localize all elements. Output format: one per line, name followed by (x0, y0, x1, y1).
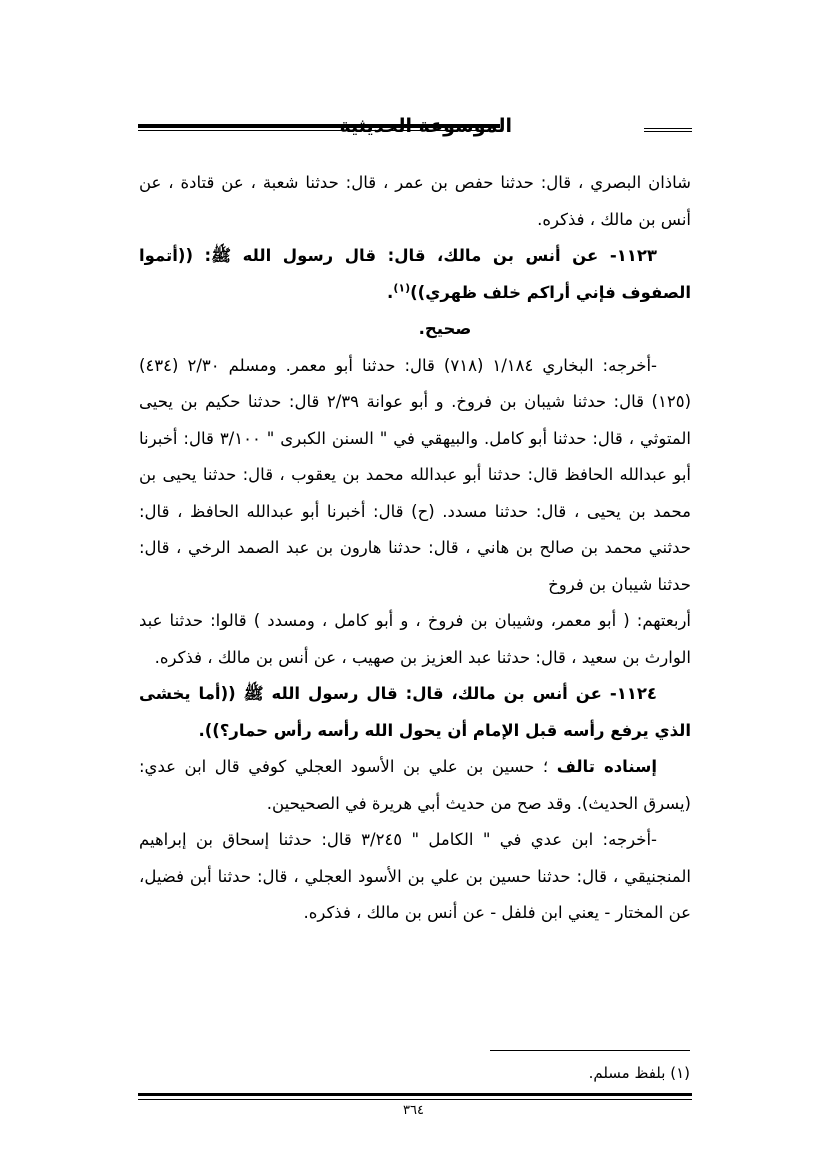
paragraph-continuation: شاذان البصري ، قال: حدثنا حفص بن عمر ، قال: حدثنا شعبة ، عن قتادة ، عن أنس بن مالك ، فذكره. (139, 173, 691, 229)
hadith-1124: ١١٢٤- عن أنس بن مالك، قال: قال رسول الله ﷺ ((أما يخشى الذي يرفع رأسه قبل الإمام أن يحول الله رأسه رأس حمار؟)). (139, 684, 691, 740)
footnote-separator (490, 1050, 690, 1051)
footnote-ref: (١) (393, 281, 411, 294)
hadith-1123-end: . (387, 282, 394, 302)
running-header (138, 113, 692, 143)
takhrij-1123: -أخرجه: البخاري ١/١٨٤ (٧١٨) قال: حدثنا أبو معمر. ومسلم ٢/٣٠ (٤٣٤) (١٢٥) قال: حدثنا شيبان بن فروخ. و أبو عوانة ٢/٣٩ قال: حدثنا حكيم بن يحيى المتوثي ، قال: حدثنا أبو كامل. والبيهقي في " السنن الكبرى " ٣/١٠٠ قال: أخبرنا أبو عبدالله الحافظ قال: حدثنا أبو عبدالله محمد بن يعقوب ، قال: حدثنا يحيى بن محمد بن يحيى ، قال: حدثنا مسدد. (ح) قال: أخبرنا أبو عبدالله الحافظ ، قال: حدثني محمد بن صالح بن هاني ، قال: حدثنا هارون بن عبد الصمد الرخي ، قال: حدثنا شيبان بن فروخ (139, 355, 692, 594)
footer-rule (138, 1093, 692, 1100)
grading-1123: صحيح. (418, 319, 472, 338)
hadith-1123 (139, 238, 691, 311)
grading-1124-label: إسناده تالف (556, 757, 657, 776)
page-number: ٣٦٤ (403, 1103, 424, 1118)
page-body (139, 165, 691, 932)
header-rule-right (644, 128, 692, 132)
grading-1124 (139, 749, 691, 822)
takhrij-1123-summary: أربعتهم: ( أبو معمر، وشيبان بن فروخ ، و أبو كامل ، ومسدد ) قالوا: حدثنا عبد الوارث بن سعيد ، قال: حدثنا عبد العزيز بن صهيب ، عن أنس بن مالك ، فذكره. (139, 611, 691, 667)
header-title: الموسوعة الحديثية (339, 115, 512, 137)
grading-1124-text: ؛ حسين بن علي بن الأسود العجلي كوفي قال ابن عدي: (يسرق الحديث). وقد صح من حديث أبي هريرة في الصحيحين. (139, 757, 691, 813)
footnote: (١) بلفظ مسلم. (588, 1064, 690, 1082)
takhrij-1124: -أخرجه: ابن عدي في " الكامل " ٣/٢٤٥ قال: حدثنا إسحاق بن إبراهيم المنجنيقي ، قال: حدثنا حسين بن علي بن الأسود العجلي ، قال: حدثنا أبن فضيل، عن المختار - يعني ابن فلفل - عن أنس بن مالك ، فذكره. (139, 830, 691, 922)
hadith-1123-text: ١١٢٣- عن أنس بن مالك، قال: قال رسول الله ﷺ: ((أتموا الصفوف فإني أراكم خلف ظهري)) (139, 246, 691, 302)
